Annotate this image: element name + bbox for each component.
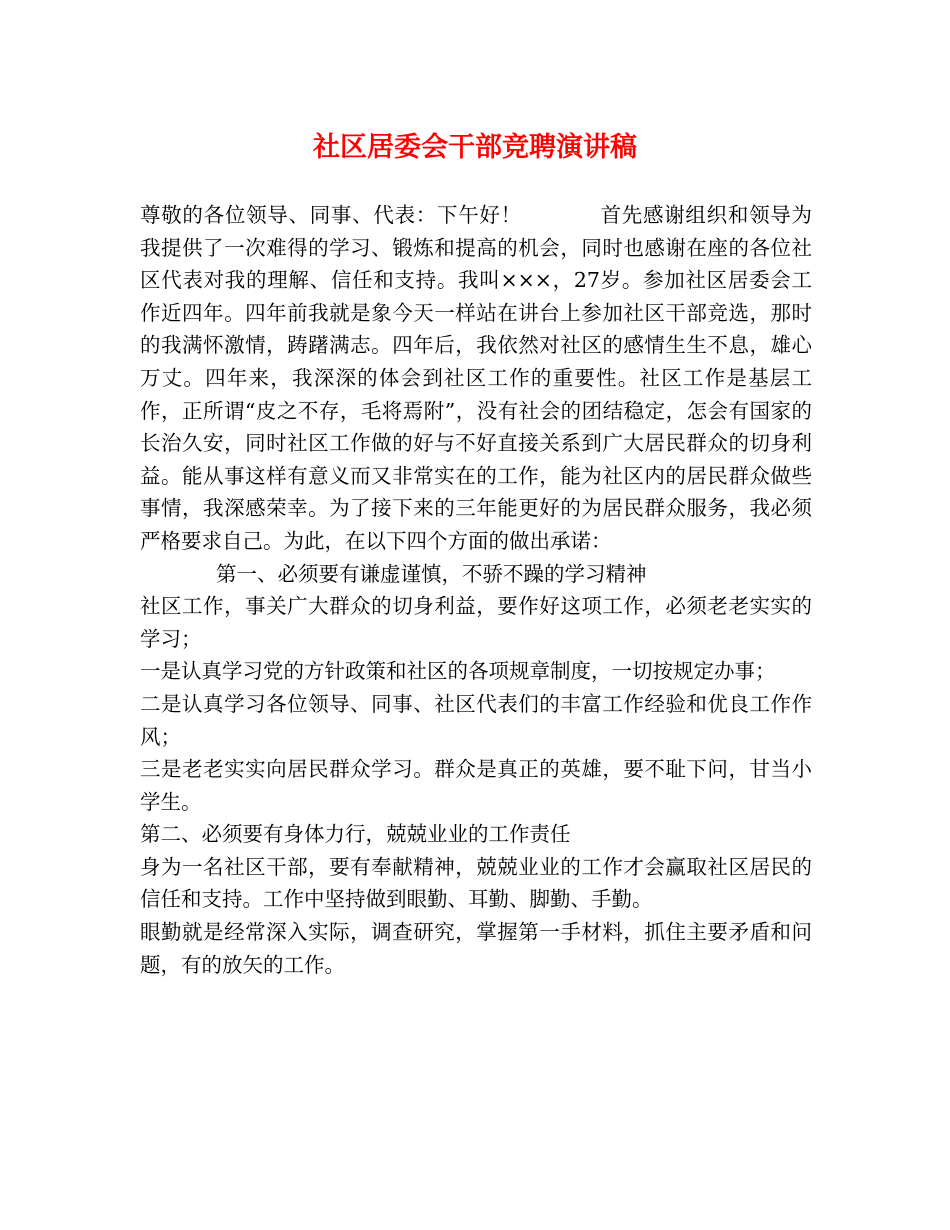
list-item-2: 二是认真学习各位领导、同事、社区代表们的丰富工作经验和优良工作作风； [140,691,812,749]
intro-greeting: 尊敬的各位领导、同事、代表：下午好！ [140,203,522,227]
section2-heading: 第二、必须要有身体力行，兢兢业业的工作责任 [140,822,571,847]
intro-paragraph [140,199,812,558]
list-item-1: 一是认真学习党的方针政策和社区的各项规章制度，一切按规定办事； [140,659,776,684]
section2-body: 身为一名社区干部，要有奉献精神，兢兢业业的工作才会赢取社区居民的信任和支持。工作中坚持做到眼勤、耳勤、脚勤、手勤。 [140,854,812,912]
list-item-3: 三是老老实实向居民群众学习。群众是真正的英雄，要不耻下问，甘当小学生。 [140,757,812,814]
section1-body: 社区工作，事关广大群众的切身利益，要作好这项工作，必须老老实实的学习； [140,594,812,651]
section1-heading: 第一、必须要有谦虚谨慎，不骄不躁的学习精神 [216,561,647,586]
intro-body: 首先感谢组织和领导为我提供了一次难得的学习、锻炼和提高的机会，同时也感谢在座的各位社区代表对我的理解、信任和支持。我叫×××，27岁。参加社区居委会工作近四年。四年前我就是象今天一样站在讲台上参加社区干部竞选，那时的我满怀激情，踌躇满志。四年后，我依然对社区的感情生生不息，雄心万丈。四年来，我深深的体会到社区工作的重要性。社区工作是基层工作，正所谓“皮之不存，毛将焉附”，没有社会的团结稳定，怎会有国家的长治久安，同时社区工作做的好与不好直接关系到广大居民群众的切身利益。能从事这样有意义而又非常实在的工作，能为社区内的居民群众做些事情，我深感荣幸。为了接下来的三年能更好的为居民群众服务，我必须严格要求自己。为此，在以下四个方面的做出承诺： [140,203,813,553]
document-title: 社区居委会干部竞聘演讲稿 [313,132,637,163]
list-item-4: 眼勤就是经常深入实际，调查研究，掌握第一手材料，抓住主要矛盾和问题，有的放矢的工作。 [140,920,812,977]
document-body [140,199,812,981]
